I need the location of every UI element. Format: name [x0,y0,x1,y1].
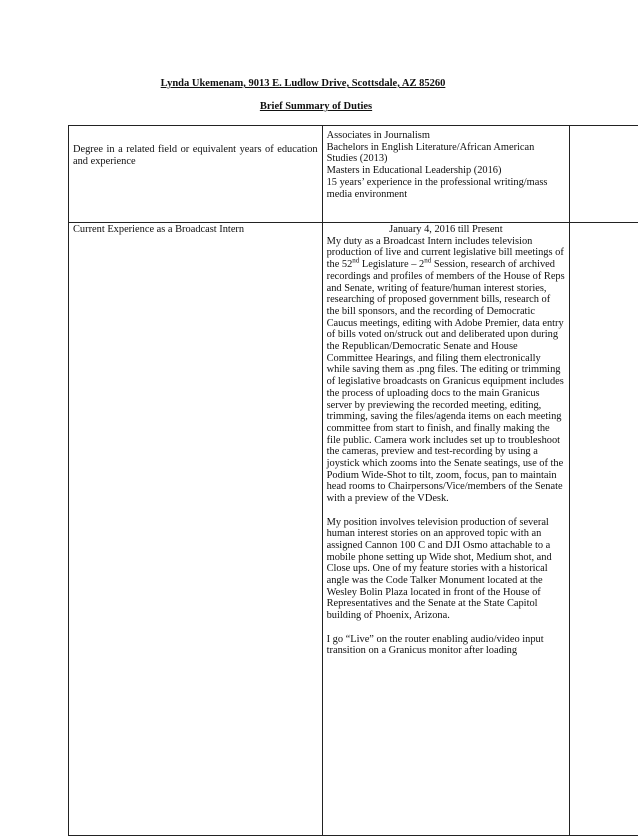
table-row [69,223,638,836]
empty-cell [570,126,638,223]
experience-paragraph: My position involves television production of several human interest stories on an approved topic with an assigned Cannon 100 C and DJI Osmo attachable to a mobile phone setting up Wide shot, Medium shot, and Close ups. One of my feature stories with a historical angle was the Code Talker Monument located at the Wesley Bolin Plaza located in front of the House of Representatives and the Senate at the State Capitol building of Phoenix, Arizona. [327,517,566,622]
experience-paragraph: My duty as a Broadcast Intern includes television production of live and current legislative bill meetings of the 52nd Legislature – 2nd Session, research of archived recordings and profiles of members of the House of Reps and Senate, writing of feature/human interest stories, researching of proposed government bills, research of the bill sponsors, and the recording of Democratic Caucus meetings, editing with Adobe Premier, data entry of bills voted on/struck out and deliberated upon during the Republican/Democratic Senate and House Committee Hearings, and filing them electronically while saving them as .png files. The editing or trimming of legislative broadcasts on Granicus equipment includes the process of uploading docs to the main Granicus server by previewing the recorded meeting, editing, trimming, saving the files/agenda items on each meeting committee from start to finish, and finally making the file public. Camera work includes set up to troubleshoot the cameras, preview and test-recording by using a joystick which zooms into the Senate seatings, use of the Podium Wide-Shot to tilt, zoom, focus, pan to maintain head rooms to Chairpersons/Vice/members of the Senate with a preview of the VDesk. [327,236,566,505]
duties-table [68,125,638,836]
experience-date: January 4, 2016 till Present [327,224,566,236]
education-line: Associates in Journalism [327,130,566,142]
education-details [322,126,570,223]
table-row [69,126,638,223]
experience-paragraph: I go “Live” on the router enabling audio/video input transition on a Granicus monitor after loading [327,634,566,657]
education-line: Bachelors in English Literature/African American Studies (2013) [327,142,566,165]
empty-cell [570,223,638,836]
education-line: Masters in Educational Leadership (2016) [327,165,566,177]
name-address-heading: Lynda Ukemenam, 9013 E. Ludlow Drive, Scottsdale, AZ 85260 [0,78,622,89]
row-label-experience: Current Experience as a Broadcast Intern [69,223,323,836]
row-label-education: Degree in a related field or equivalent years of education and experience [69,126,323,223]
summary-subtitle: Brief Summary of Duties [0,101,635,112]
experience-details [322,223,570,836]
education-line: 15 years’ experience in the professional writing/mass media environment [327,177,566,200]
